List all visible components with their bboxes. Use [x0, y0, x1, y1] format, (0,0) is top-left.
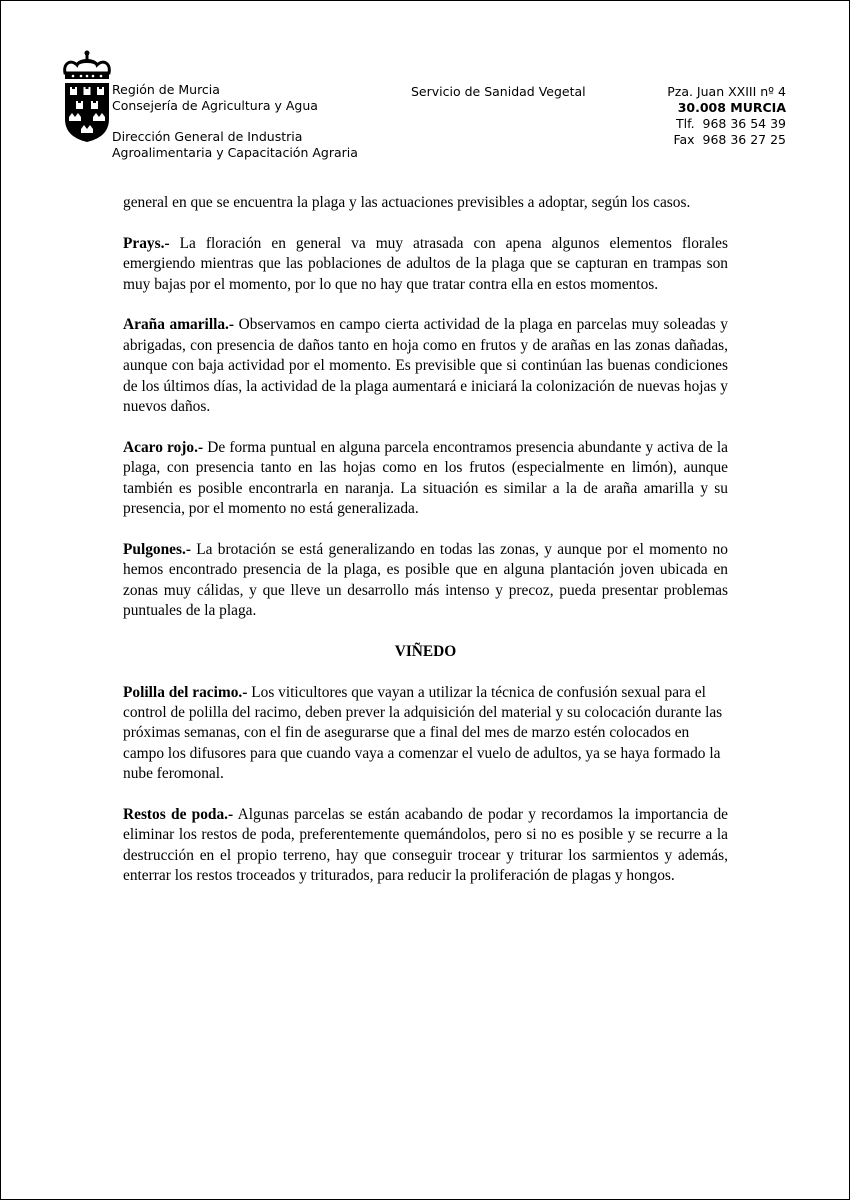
address-fax — [667, 132, 786, 148]
paragraph-acaro-rojo — [123, 438, 728, 520]
paragraph-text: Observamos en campo cierta actividad de la plaga en parcelas muy soleadas y abrigadas, con presencia de daños tanto en hoja como en frutos y de arañas en las zonas dañadas, aunque con baja actividad por el momento. Es previsible que si continúan las buenas condiciones de los últimos días, la actividad de la plaga aumentará e iniciará la colonización de nuevas hojas y nuevos daños. — [123, 316, 728, 416]
header-organization — [112, 82, 318, 114]
fax-label: Fax — [673, 132, 695, 147]
header-service: Servicio de Sanidad Vegetal — [411, 84, 586, 99]
paragraph-polilla-racimo — [123, 683, 728, 785]
org-line-1: Región de Murcia — [112, 82, 220, 97]
fax-number: 968 36 27 25 — [702, 132, 786, 147]
document-body — [123, 193, 728, 907]
paragraph-text: Algunas parcelas se están acabando de podar y recordamos la importancia de eliminar los restos de poda, preferentemente quemándolos, pero si no es posible y se recurre a la destrucción en el propio terreno, hay que conseguir trocear y triturar los sarmientos y además, enterrar los restos troceados y triturados, para reducir la proliferación de plagas y hongos. — [123, 806, 728, 885]
org-line-2: Consejería de Agricultura y Agua — [112, 98, 318, 113]
header-address-block — [667, 84, 786, 148]
paragraph-text: De forma puntual en alguna parcela encontramos presencia abundante y activa de la plaga, con presencia tanto en las hojas como en los frutos (especialmente en limón), aunque también es posible encontrarla en naranja. La situación es similar a la de araña amarilla y su presencia, por el momento no está generalizada. — [123, 438, 728, 518]
paragraph-title: Restos de poda.- — [123, 806, 234, 824]
paragraph-pulgones — [123, 540, 728, 622]
paragraph-arana-amarilla — [123, 315, 728, 417]
dir-line-2: Agroalimentaria y Capacitación Agraria — [112, 145, 358, 160]
dir-line-1: Dirección General de Industria — [112, 129, 303, 144]
paragraph-title: Araña amarilla.- — [123, 316, 235, 334]
paragraph-prays — [123, 234, 728, 295]
paragraph-text: Los viticultores que vayan a utilizar la técnica de confusión sexual para el control de polilla del racimo, deben prever la adquisición del material y su colocación durante las próximas semanas, con el fin de asegurarse que a final del mes de marzo estén colocados en campo los difusores para que cuando vaya a comenzar el vuelo de adultos, ya se haya formado la nube feromonal. — [123, 683, 723, 783]
phone-label: Tlf. — [675, 116, 695, 131]
intro-paragraph: general en que se encuentra la plaga y las actuaciones previsibles a adoptar, según los casos. — [123, 194, 691, 211]
paragraph-title: Pulgones.- — [123, 540, 191, 558]
paragraph-title: Acaro rojo.- — [123, 438, 204, 456]
address-street: Pza. Juan XXIII nº 4 — [667, 84, 786, 99]
paragraph-title: Prays.- — [123, 234, 170, 252]
address-phone — [667, 116, 786, 132]
section-title-vinedo: VIÑEDO — [394, 642, 457, 660]
paragraph-title: Polilla del racimo.- — [123, 683, 248, 701]
header-directorate — [112, 129, 358, 161]
region-coat-of-arms-logo — [61, 49, 113, 143]
paragraph-text: La brotación se está generalizando en todas las zonas, y aunque por el momento no hemos encontrado presencia de la plaga, es posible que en alguna plantación joven ubicada en zonas muy cálidas, y que lleve un desarrollo más intenso y precoz, pueda presentar problemas puntuales de la plaga. — [123, 540, 728, 620]
paragraph-text: La floración en general va muy atrasada con apena algunos elementos florales emergiendo mientras que las poblaciones de adultos de la plaga que se capturan en trampas son muy bajas por el momento, por lo que no hay que tratar contra ella en estos momentos. — [123, 234, 728, 293]
paragraph-restos-poda — [123, 805, 728, 887]
phone-number: 968 36 54 39 — [702, 116, 786, 131]
address-city: 30.008 MURCIA — [677, 100, 786, 115]
